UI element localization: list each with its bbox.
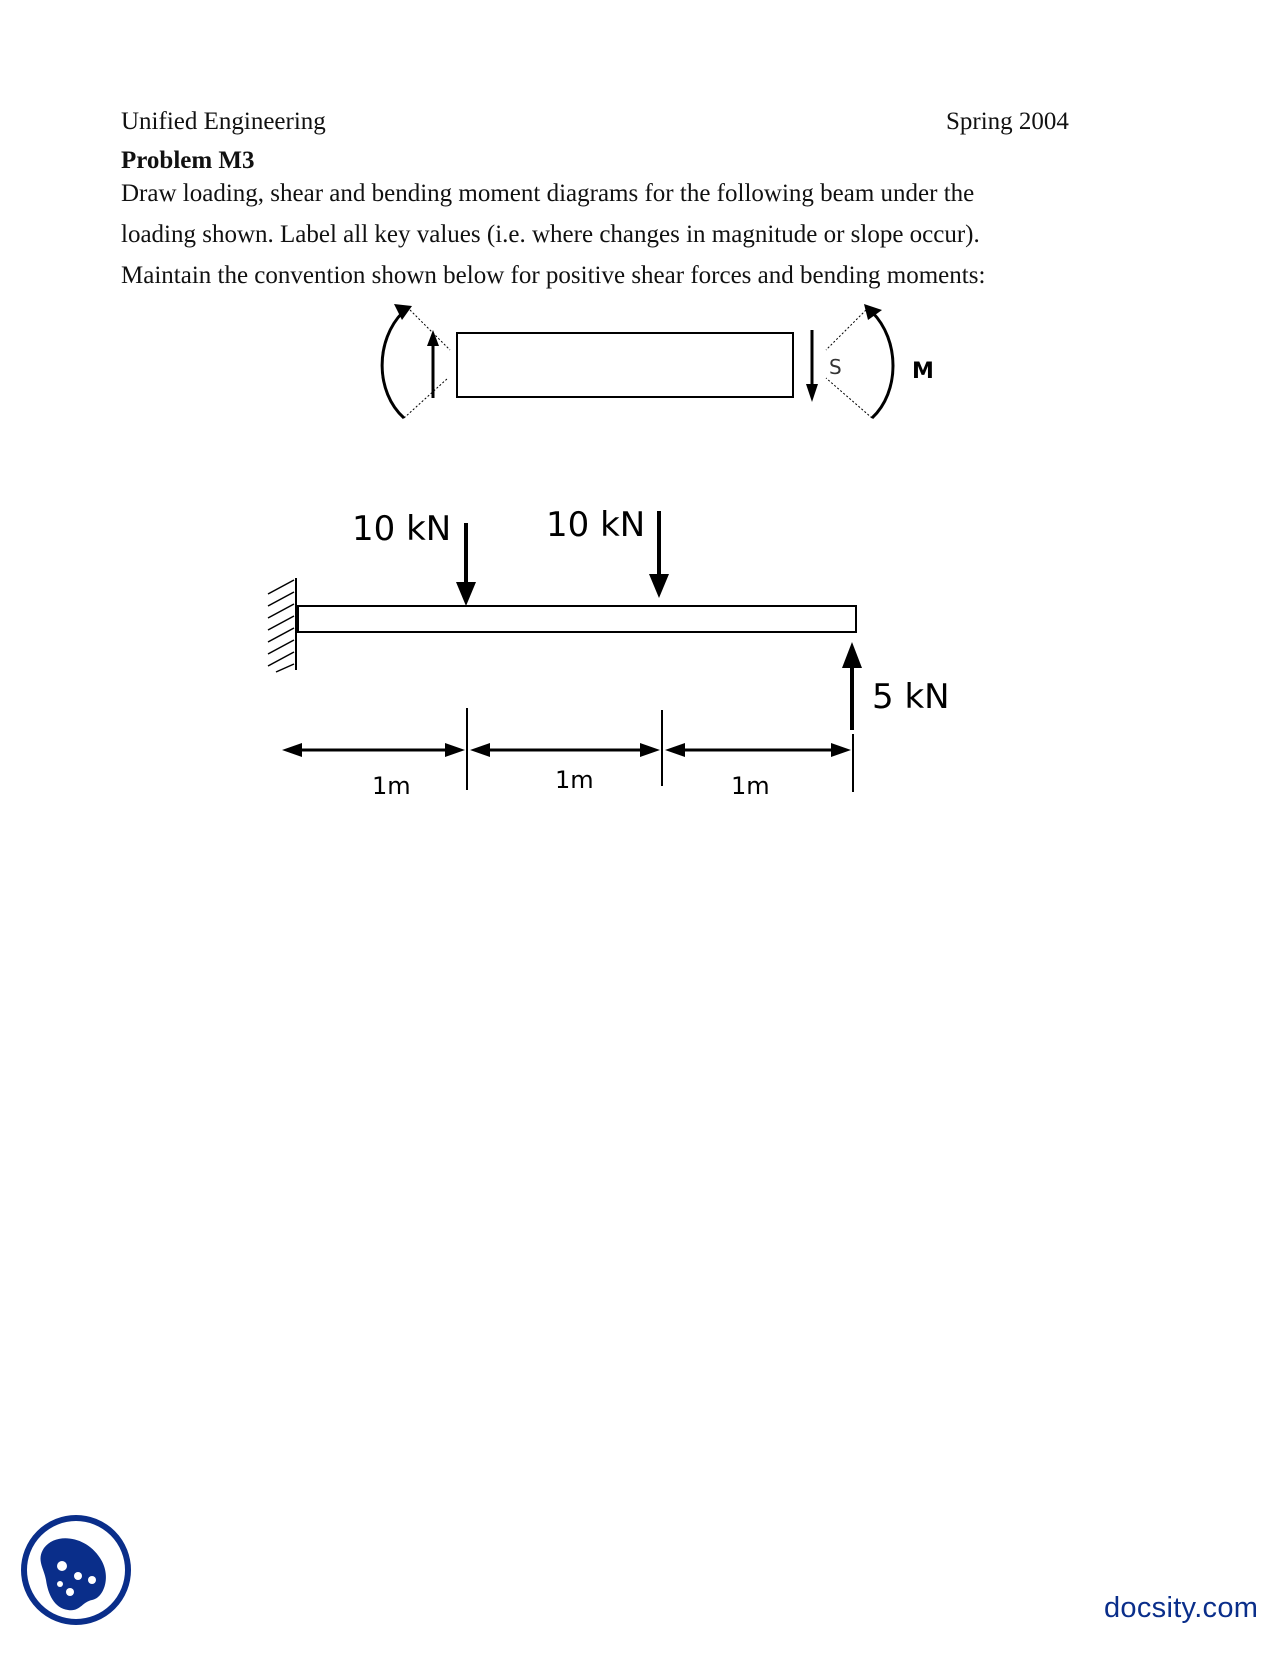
- load-1-label: 10 kN: [352, 509, 452, 549]
- convention-beam-element: [457, 333, 793, 397]
- span-3-label: 1m: [731, 772, 770, 800]
- statement-line-3: Maintain the convention shown below for positive shear forces and bending moments:: [121, 262, 986, 289]
- right-moment-guide-lower: [826, 378, 872, 418]
- reaction-arrowhead: [842, 642, 862, 668]
- problem-title: Problem M3: [121, 147, 255, 174]
- left-shear-arrowhead: [427, 330, 439, 346]
- right-moment-arrow: [872, 312, 893, 418]
- reaction-label: 5 kN: [872, 677, 950, 717]
- fixed-support: [268, 578, 296, 672]
- load-2-label: 10 kN: [546, 505, 646, 545]
- statement-line-2: loading shown. Label all key values (i.e. where changes in magnitude or slope occur).: [121, 221, 980, 248]
- course-name: Unified Engineering: [121, 108, 326, 135]
- right-moment-guide-upper: [826, 310, 866, 350]
- docsity-logo: [20, 1514, 132, 1626]
- load-2-arrowhead: [649, 574, 669, 598]
- load-1-arrowhead: [456, 582, 476, 606]
- left-moment-guide-lower: [404, 378, 448, 418]
- moment-label: M: [912, 359, 934, 384]
- statement-line-1: Draw loading, shear and bending moment diagrams for the following beam under the: [121, 180, 975, 207]
- right-shear-arrowhead: [806, 384, 818, 402]
- brand-text[interactable]: docsity.com: [1104, 1592, 1259, 1624]
- span-2-label: 1m: [555, 766, 594, 794]
- cantilever-beam: [298, 606, 856, 632]
- shear-label: S: [829, 355, 842, 379]
- term-label: Spring 2004: [946, 108, 1069, 135]
- left-moment-arrow: [382, 312, 404, 418]
- span-1-label: 1m: [372, 772, 411, 800]
- right-moment-arrowhead: [864, 304, 882, 320]
